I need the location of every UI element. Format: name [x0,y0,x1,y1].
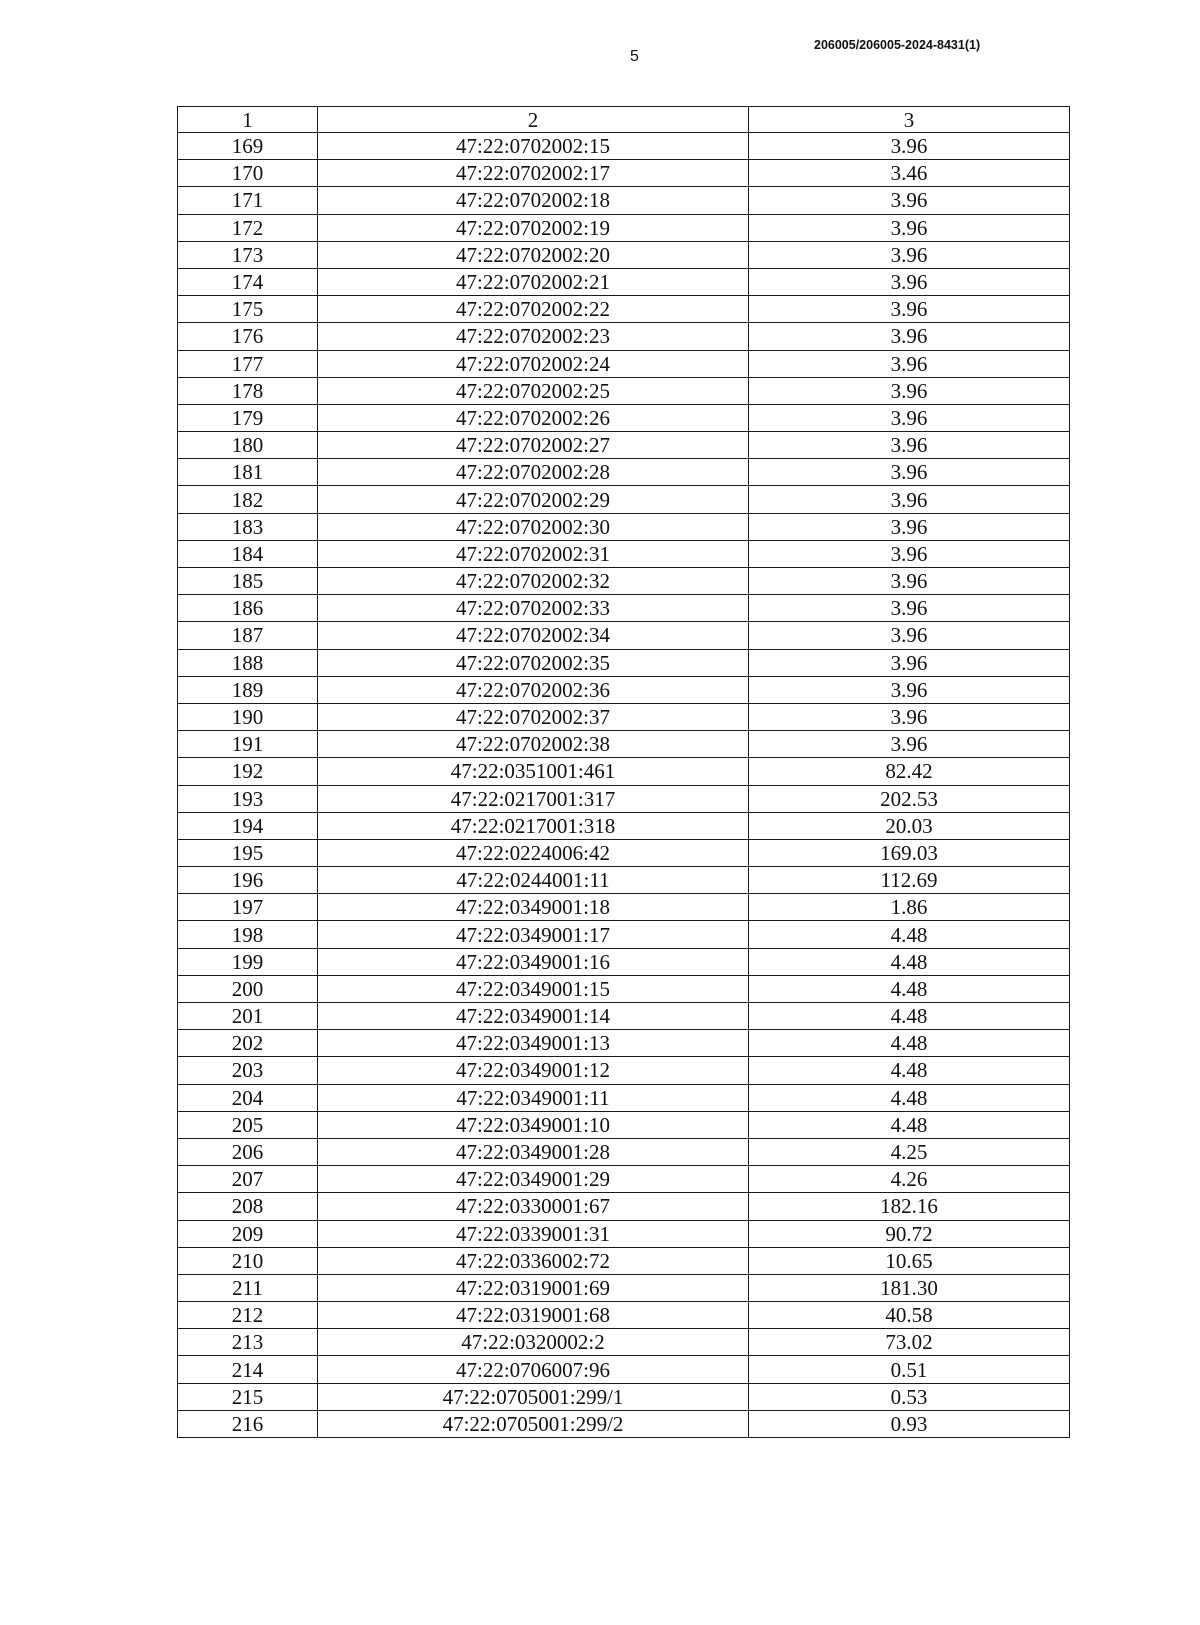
cadastral-number-cell: 47:22:0224006:42 [318,839,749,866]
table-row [178,1410,1070,1437]
area-value-cell: 4.26 [749,1166,1070,1193]
table-row [178,1383,1070,1410]
cadastral-number-cell: 47:22:0702002:20 [318,241,749,268]
cadastral-number-cell: 47:22:0702002:22 [318,296,749,323]
cadastral-number-cell: 47:22:0320002:2 [318,1329,749,1356]
area-value-cell: 20.03 [749,812,1070,839]
cadastral-number-cell: 47:22:0349001:12 [318,1057,749,1084]
cadastral-number-cell: 47:22:0339001:31 [318,1220,749,1247]
area-value-cell: 4.48 [749,948,1070,975]
table-row [178,622,1070,649]
row-number-cell: 206 [178,1138,318,1165]
table-row [178,1302,1070,1329]
cadastral-number-cell: 47:22:0702002:19 [318,214,749,241]
area-value-cell: 3.96 [749,296,1070,323]
table-row [178,241,1070,268]
row-number-cell: 201 [178,1003,318,1030]
table-row [178,1057,1070,1084]
table-row [178,595,1070,622]
area-value-cell: 73.02 [749,1329,1070,1356]
row-number-cell: 213 [178,1329,318,1356]
row-number-cell: 194 [178,812,318,839]
row-number-cell: 199 [178,948,318,975]
area-value-cell: 169.03 [749,839,1070,866]
area-value-cell: 4.48 [749,975,1070,1002]
row-number-cell: 208 [178,1193,318,1220]
row-number-cell: 211 [178,1274,318,1301]
area-value-cell: 4.25 [749,1138,1070,1165]
row-number-cell: 195 [178,839,318,866]
cadastral-number-cell: 47:22:0702002:33 [318,595,749,622]
cadastral-number-cell: 47:22:0702002:26 [318,404,749,431]
table-row [178,377,1070,404]
cadastral-number-cell: 47:22:0319001:68 [318,1302,749,1329]
cadastral-number-cell: 47:22:0349001:13 [318,1030,749,1057]
cadastral-number-cell: 47:22:0702002:29 [318,486,749,513]
table-body [178,133,1070,1438]
table-row [178,568,1070,595]
area-value-cell: 3.96 [749,649,1070,676]
row-number-cell: 189 [178,676,318,703]
area-value-cell: 3.96 [749,731,1070,758]
cadastral-number-cell: 47:22:0705001:299/2 [318,1410,749,1437]
area-value-cell: 1.86 [749,894,1070,921]
table-row [178,187,1070,214]
cadastral-number-cell: 47:22:0349001:14 [318,1003,749,1030]
table-row [178,1193,1070,1220]
area-value-cell: 82.42 [749,758,1070,785]
table-row [178,459,1070,486]
cadastral-number-cell: 47:22:0702002:27 [318,432,749,459]
row-number-cell: 203 [178,1057,318,1084]
cadastral-table [177,106,1070,1438]
row-number-cell: 202 [178,1030,318,1057]
cadastral-number-cell: 47:22:0330001:67 [318,1193,749,1220]
row-number-cell: 182 [178,486,318,513]
area-value-cell: 3.96 [749,377,1070,404]
row-number-cell: 170 [178,160,318,187]
cadastral-number-cell: 47:22:0702002:17 [318,160,749,187]
row-number-cell: 207 [178,1166,318,1193]
table-header-row [178,107,1070,133]
table-row [178,812,1070,839]
cadastral-number-cell: 47:22:0702002:15 [318,133,749,160]
row-number-cell: 193 [178,785,318,812]
area-value-cell: 3.96 [749,540,1070,567]
row-number-cell: 196 [178,867,318,894]
cadastral-number-cell: 47:22:0349001:11 [318,1084,749,1111]
area-value-cell: 3.96 [749,513,1070,540]
cadastral-number-cell: 47:22:0702002:23 [318,323,749,350]
table-row [178,1084,1070,1111]
table-row [178,323,1070,350]
table-row [178,296,1070,323]
area-value-cell: 3.96 [749,323,1070,350]
row-number-cell: 210 [178,1247,318,1274]
area-value-cell: 3.96 [749,459,1070,486]
area-value-cell: 181.30 [749,1274,1070,1301]
cadastral-number-cell: 47:22:0702002:35 [318,649,749,676]
cadastral-number-cell: 47:22:0217001:317 [318,785,749,812]
table-row [178,1030,1070,1057]
row-number-cell: 192 [178,758,318,785]
area-value-cell: 112.69 [749,867,1070,894]
cadastral-number-cell: 47:22:0349001:28 [318,1138,749,1165]
column-header-1: 1 [178,107,318,133]
table-row [178,513,1070,540]
cadastral-number-cell: 47:22:0702002:18 [318,187,749,214]
cadastral-number-cell: 47:22:0702002:25 [318,377,749,404]
table-row [178,948,1070,975]
area-value-cell: 0.53 [749,1383,1070,1410]
cadastral-number-cell: 47:22:0336002:72 [318,1247,749,1274]
table-row [178,432,1070,459]
row-number-cell: 169 [178,133,318,160]
table-row [178,676,1070,703]
table-row [178,133,1070,160]
cadastral-number-cell: 47:22:0351001:461 [318,758,749,785]
row-number-cell: 187 [178,622,318,649]
row-number-cell: 171 [178,187,318,214]
cadastral-number-cell: 47:22:0706007:96 [318,1356,749,1383]
cadastral-number-cell: 47:22:0702002:28 [318,459,749,486]
row-number-cell: 173 [178,241,318,268]
column-header-3: 3 [749,107,1070,133]
area-value-cell: 4.48 [749,1111,1070,1138]
row-number-cell: 200 [178,975,318,1002]
table-row [178,268,1070,295]
table-row [178,867,1070,894]
row-number-cell: 198 [178,921,318,948]
table-row [178,1247,1070,1274]
cadastral-number-cell: 47:22:0349001:15 [318,975,749,1002]
area-value-cell: 3.96 [749,404,1070,431]
table-row [178,540,1070,567]
row-number-cell: 185 [178,568,318,595]
row-number-cell: 172 [178,214,318,241]
row-number-cell: 204 [178,1084,318,1111]
area-value-cell: 3.96 [749,676,1070,703]
area-value-cell: 90.72 [749,1220,1070,1247]
table-row [178,921,1070,948]
cadastral-number-cell: 47:22:0349001:29 [318,1166,749,1193]
area-value-cell: 3.46 [749,160,1070,187]
row-number-cell: 216 [178,1410,318,1437]
cadastral-number-cell: 47:22:0702002:32 [318,568,749,595]
cadastral-number-cell: 47:22:0244001:11 [318,867,749,894]
area-value-cell: 182.16 [749,1193,1070,1220]
cadastral-number-cell: 47:22:0702002:30 [318,513,749,540]
table-row [178,975,1070,1002]
area-value-cell: 4.48 [749,1003,1070,1030]
cadastral-number-cell: 47:22:0702002:34 [318,622,749,649]
cadastral-number-cell: 47:22:0702002:38 [318,731,749,758]
table-row [178,1111,1070,1138]
cadastral-number-cell: 47:22:0702002:36 [318,676,749,703]
area-value-cell: 4.48 [749,1057,1070,1084]
table-row [178,214,1070,241]
area-value-cell: 3.96 [749,187,1070,214]
table-row [178,839,1070,866]
table-row [178,1220,1070,1247]
table-row [178,1003,1070,1030]
row-number-cell: 179 [178,404,318,431]
table-row [178,649,1070,676]
table-row [178,1166,1070,1193]
area-value-cell: 3.96 [749,350,1070,377]
area-value-cell: 3.96 [749,214,1070,241]
row-number-cell: 190 [178,703,318,730]
row-number-cell: 205 [178,1111,318,1138]
row-number-cell: 184 [178,540,318,567]
row-number-cell: 177 [178,350,318,377]
table-row [178,160,1070,187]
area-value-cell: 3.96 [749,486,1070,513]
table-row [178,1138,1070,1165]
document-id: 206005/206005-2024-8431(1) [814,38,981,52]
row-number-cell: 176 [178,323,318,350]
cadastral-table-container [177,106,1069,1438]
row-number-cell: 181 [178,459,318,486]
page-number: 5 [630,48,639,65]
area-value-cell: 10.65 [749,1247,1070,1274]
area-value-cell: 3.96 [749,241,1070,268]
row-number-cell: 175 [178,296,318,323]
area-value-cell: 202.53 [749,785,1070,812]
table-row [178,758,1070,785]
area-value-cell: 3.96 [749,568,1070,595]
column-header-2: 2 [318,107,749,133]
table-row [178,404,1070,431]
table-row [178,1329,1070,1356]
table-row [178,703,1070,730]
table-row [178,1356,1070,1383]
table-row [178,785,1070,812]
area-value-cell: 3.96 [749,432,1070,459]
table-row [178,894,1070,921]
row-number-cell: 212 [178,1302,318,1329]
row-number-cell: 183 [178,513,318,540]
cadastral-number-cell: 47:22:0705001:299/1 [318,1383,749,1410]
cadastral-number-cell: 47:22:0349001:18 [318,894,749,921]
cadastral-number-cell: 47:22:0702002:21 [318,268,749,295]
cadastral-number-cell: 47:22:0349001:17 [318,921,749,948]
table-row [178,731,1070,758]
cadastral-number-cell: 47:22:0319001:69 [318,1274,749,1301]
row-number-cell: 197 [178,894,318,921]
area-value-cell: 3.96 [749,595,1070,622]
row-number-cell: 178 [178,377,318,404]
row-number-cell: 188 [178,649,318,676]
area-value-cell: 3.96 [749,133,1070,160]
cadastral-number-cell: 47:22:0349001:10 [318,1111,749,1138]
area-value-cell: 3.96 [749,622,1070,649]
area-value-cell: 3.96 [749,703,1070,730]
cadastral-number-cell: 47:22:0702002:24 [318,350,749,377]
area-value-cell: 4.48 [749,921,1070,948]
row-number-cell: 174 [178,268,318,295]
cadastral-number-cell: 47:22:0702002:37 [318,703,749,730]
row-number-cell: 209 [178,1220,318,1247]
table-row [178,486,1070,513]
row-number-cell: 214 [178,1356,318,1383]
row-number-cell: 180 [178,432,318,459]
row-number-cell: 191 [178,731,318,758]
cadastral-number-cell: 47:22:0217001:318 [318,812,749,839]
area-value-cell: 0.51 [749,1356,1070,1383]
cadastral-number-cell: 47:22:0349001:16 [318,948,749,975]
area-value-cell: 3.96 [749,268,1070,295]
area-value-cell: 4.48 [749,1084,1070,1111]
table-row [178,1274,1070,1301]
row-number-cell: 215 [178,1383,318,1410]
area-value-cell: 0.93 [749,1410,1070,1437]
table-row [178,350,1070,377]
cadastral-number-cell: 47:22:0702002:31 [318,540,749,567]
area-value-cell: 40.58 [749,1302,1070,1329]
row-number-cell: 186 [178,595,318,622]
area-value-cell: 4.48 [749,1030,1070,1057]
